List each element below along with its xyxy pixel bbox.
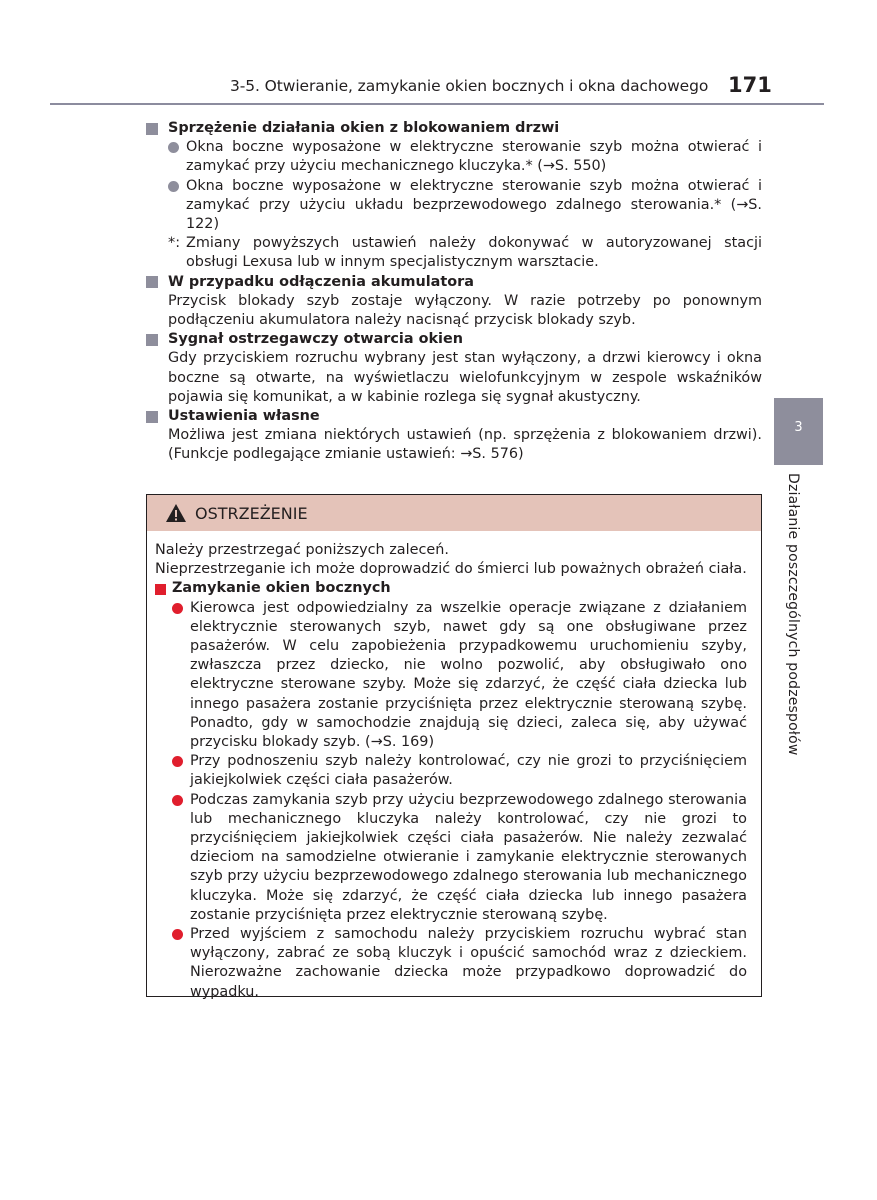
section-heading xyxy=(146,407,762,426)
red-circle-bullet-icon xyxy=(172,756,183,767)
square-bullet-icon xyxy=(146,276,158,288)
chapter-tab-label: Działanie poszczególnych podzespołów xyxy=(785,473,801,756)
list-item-text: Okna boczne wyposażone w elektryczne sterowanie szyb można otwierać i zamykać przy użyciu mechanicznego kluczyka.* (→S. 550) xyxy=(186,139,762,175)
square-bullet-icon xyxy=(146,123,158,135)
warning-title: OSTRZEŻENIE xyxy=(195,503,308,523)
warning-subheading-text: Zamykanie okien bocznych xyxy=(172,580,391,597)
section-heading-text: Sygnał ostrzegawczy otwarcia okien xyxy=(168,331,463,348)
warning-list-item xyxy=(172,925,747,1002)
section-body: Przycisk blokady szyb zostaje wyłączony. W razie potrzeby po ponownym podłączeniu akumulatora należy nacisnąć przycisk blokady szyb. xyxy=(168,292,762,329)
circle-bullet-icon xyxy=(168,142,179,153)
header-divider xyxy=(50,103,824,105)
section-heading-text: W przypadku odłączenia akumulatora xyxy=(168,273,474,290)
warning-intro: Należy przestrzegać poniższych zaleceń. xyxy=(155,542,449,558)
section-battery-disconnect xyxy=(146,273,762,331)
warning-triangle-icon xyxy=(165,503,187,523)
red-circle-bullet-icon xyxy=(172,929,183,940)
page-number: 171 xyxy=(728,73,772,97)
warning-subheading xyxy=(155,579,761,598)
list-item xyxy=(168,138,762,176)
warning-intro: Nieprzestrzeganie ich może doprowadzić do śmierci lub poważnych obrażeń ciała. xyxy=(155,561,747,578)
list-item-text: Okna boczne wyposażone w elektryczne sterowanie szyb można otwierać i zamykać przy użyciu układu bezprzewodowego zdalnego sterowania.* (→S. 122) xyxy=(186,177,762,233)
main-content xyxy=(146,119,762,465)
section-heading-text: Ustawienia własne xyxy=(168,408,320,425)
section-heading xyxy=(146,119,762,138)
red-circle-bullet-icon xyxy=(172,795,183,806)
warning-list xyxy=(155,599,761,1002)
warning-list-item xyxy=(172,599,747,753)
section-custom-settings xyxy=(146,407,762,465)
warning-body xyxy=(147,531,761,1002)
footnote-mark: *: xyxy=(168,235,181,252)
red-circle-bullet-icon xyxy=(172,603,183,614)
chapter-tab xyxy=(774,398,823,465)
red-square-bullet-icon xyxy=(155,584,166,595)
warning-list-item xyxy=(172,791,747,925)
list-item xyxy=(168,177,762,235)
square-bullet-icon xyxy=(146,411,158,423)
warning-list-item xyxy=(172,752,747,790)
section-body: Gdy przyciskiem rozruchu wybrany jest stan wyłączony, a drzwi kierowcy i okna boczne są otwarte, na wyświetlaczu wielofunkcyjnym w zespole wskaźników pojawia się komunikat, a w kabinie rozlega się sygnał akustyczny. xyxy=(168,350,762,405)
section-window-open-warning xyxy=(146,330,762,407)
warning-list-item-text: Kierowca jest odpowiedzialny za wszelkie operacje związane z działaniem elektrycznie sterowanych szyb, nawet gdy są one obsługiwane przez pasażerów. W celu zapobieżenia przypadkowemu uruchomieniu szyby, zwłaszcza przez dziecko, nie wolno pozwolić, aby obsługiwało ono elektryczne sterowane szyby. Może się zdarzyć, że część ciała dziecka lub innego pasażera zostanie przyciśnięta przez elektrycznie sterowaną szybę. Ponadto, gdy w samochodzie znajdują się dzieci, zaleca się, aby używać przycisku blokady szyb. (→S. 169) xyxy=(190,599,747,751)
square-bullet-icon xyxy=(146,334,158,346)
footnote xyxy=(168,234,762,272)
section-heading xyxy=(146,330,762,349)
section-body xyxy=(146,138,762,272)
chapter-tab-number: 3 xyxy=(794,420,803,435)
section-door-lock-link xyxy=(146,119,762,273)
section-heading-text: Sprzężenie działania okien z blokowaniem drzwi xyxy=(168,120,560,136)
circle-bullet-icon xyxy=(168,181,179,192)
section-heading xyxy=(146,273,762,292)
warning-header xyxy=(147,495,761,531)
footnote-text: Zmiany powyższych ustawień należy dokonywać w autoryzowanej stacji obsługi Lexusa lub w innym specjalistycznym warsztacie. xyxy=(186,235,762,271)
section-body: Możliwa jest zmiana niektórych ustawień (np. sprzężenia z blokowaniem drzwi). (Funkcje podlegające zmianie ustawień: →S. 576) xyxy=(168,427,762,463)
warning-list-item-text: Przed wyjściem z samochodu należy przyciskiem rozruchu wybrać stan wyłączony, zabrać ze sobą kluczyk i opuścić samochód wraz z dzieckiem. Nierozważne zachowanie dziecka może przypadkowo doprowadzić do wypadku. xyxy=(190,926,747,1000)
warning-list-item-text: Podczas zamykania szyb przy użyciu bezprzewodowego zdalnego sterowania lub mechanicznego kluczyka należy kontrolować, czy nie grozi to przyciśnięciem jakiejkolwiek części ciała pasażerów. Nie należy zezwalać dzieciom na samodzielne otwieranie i zamykanie elektrycznie sterowanych szyb przy użyciu bezprzewodowego zdalnego sterowania lub mechanicznego kluczyka. Może się zdarzyć, że część ciała dziecka lub innego pasażera zostanie przyciśnięta przez elektrycznie sterowaną szybę. xyxy=(190,791,747,923)
section-header-title: 3-5. Otwieranie, zamykanie okien bocznych i okna dachowego xyxy=(230,77,709,95)
warning-list-item-text: Przy podnoszeniu szyb należy kontrolować, czy nie grozi to przyciśnięciem jakiejkolwiek części ciała pasażerów. xyxy=(190,753,747,789)
warning-box xyxy=(146,494,762,1000)
